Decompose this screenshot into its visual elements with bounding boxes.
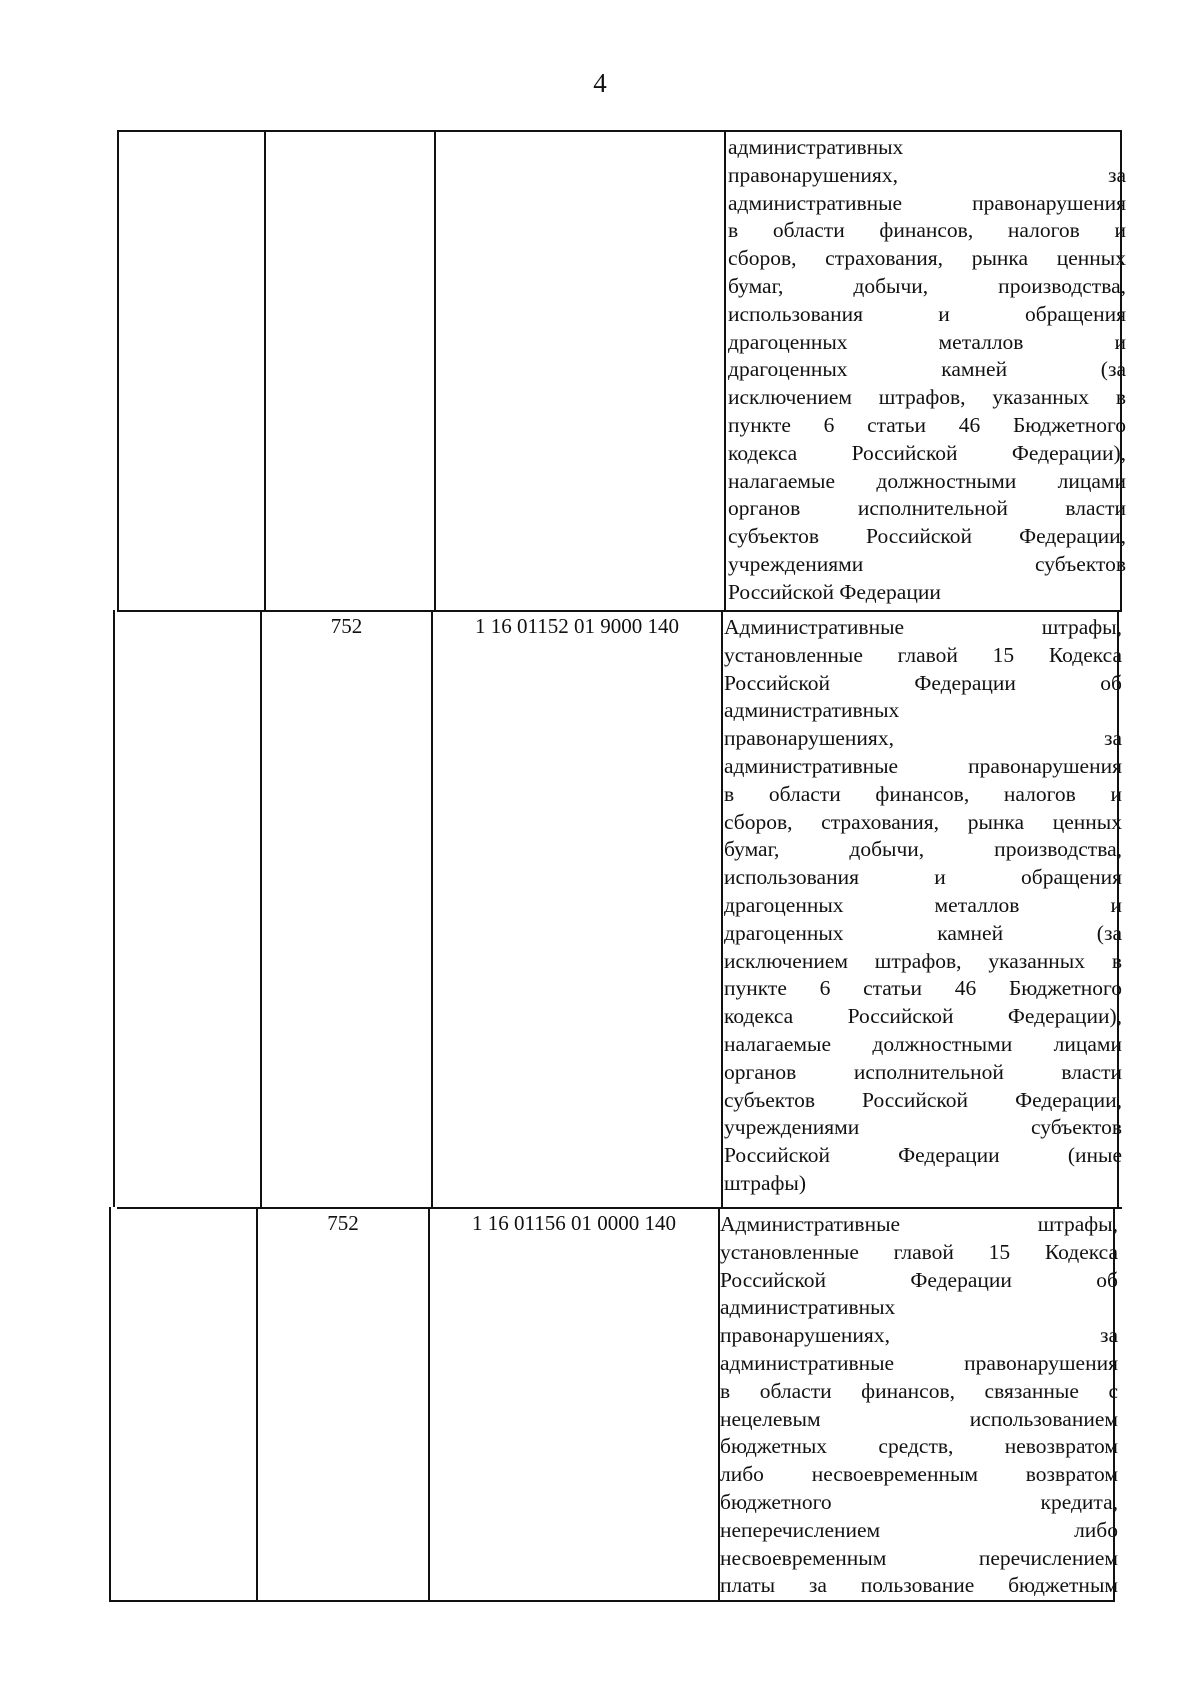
description-line: в области финансов, налогов и	[724, 781, 1122, 806]
description-line: сборов, страхования, рынка ценных	[724, 809, 1122, 834]
description-line: субъектов Российской Федерации,	[724, 1087, 1122, 1112]
description-line: платы за пользование бюджетным	[720, 1573, 1118, 1598]
description-line: бюджетного кредита,	[720, 1489, 1118, 1514]
description-line: бумаг, добычи, производства,	[724, 837, 1122, 862]
description-line: драгоценных камней (за	[724, 920, 1122, 945]
table-column-divider	[264, 130, 266, 610]
description-cell	[720, 1211, 1118, 1600]
description-line: бюджетных средств, невозвратом	[720, 1434, 1118, 1459]
description-line: исключением штрафов, указанных в	[728, 385, 1126, 410]
description-line: нецелевым использованием	[720, 1406, 1118, 1431]
table-column-divider	[431, 610, 433, 1207]
table-column-divider	[256, 1207, 258, 1602]
description-line: либо несвоевременным возвратом	[720, 1462, 1118, 1487]
table-column-divider	[721, 610, 723, 1207]
description-line: в области финансов, налогов и	[728, 218, 1126, 243]
description-line: драгоценных металлов и	[728, 329, 1126, 354]
admin-code-cell: 752	[327, 1211, 359, 1235]
description-line: драгоценных камней (за	[728, 357, 1126, 382]
budget-classification-code-cell: 1 16 01156 01 0000 140	[472, 1211, 676, 1235]
description-line: органов исполнительной власти	[724, 1059, 1122, 1084]
description-line: в области финансов, связанные с	[720, 1378, 1118, 1403]
description-line: правонарушениях, за	[720, 1323, 1118, 1348]
table-column-divider	[434, 130, 436, 610]
description-line: драгоценных металлов и	[724, 892, 1122, 917]
table-row-divider	[117, 610, 1122, 612]
description-line: сборов, страхования, рынка ценных	[728, 246, 1126, 271]
description-line: несвоевременным перечислением	[720, 1545, 1118, 1570]
description-cell	[728, 134, 1126, 607]
description-line: органов исполнительной власти	[728, 496, 1126, 521]
description-line: Административные штрафы,	[720, 1212, 1118, 1236]
description-line: правонарушениях, за	[728, 162, 1126, 187]
description-line: налагаемые должностными лицами	[728, 468, 1126, 493]
description-line: административные правонарушения	[728, 190, 1126, 215]
description-line: субъектов Российской Федерации,	[728, 524, 1126, 549]
description-line: правонарушениях, за	[724, 726, 1122, 751]
table-row-divider	[117, 1207, 1122, 1209]
description-line: использования и обращения	[728, 301, 1126, 326]
table-column-divider	[260, 610, 262, 1207]
description-line: учреждениями субъектов	[728, 551, 1126, 576]
description-line: кодекса Российской Федерации),	[728, 440, 1126, 465]
description-line: Российской Федерации (иные	[724, 1143, 1122, 1168]
budget-classification-code-cell: 1 16 01152 01 9000 140	[475, 614, 679, 638]
description-line: пункте 6 статьи 46 Бюджетного	[728, 412, 1126, 437]
description-line: использования и обращения	[724, 865, 1122, 890]
admin-code-cell: 752	[330, 614, 363, 638]
description-line: неперечислением либо	[720, 1517, 1118, 1542]
table-column-divider	[724, 130, 726, 610]
description-line: Российской Федерации	[728, 579, 941, 604]
table-column-divider	[428, 1207, 430, 1602]
description-line: исключением штрафов, указанных в	[724, 948, 1122, 973]
description-line: установленные главой 15 Кодекса	[724, 642, 1122, 667]
description-line: Административные штрафы,	[724, 615, 1122, 639]
description-line: налагаемые должностными лицами	[724, 1031, 1122, 1056]
description-line: кодекса Российской Федерации),	[724, 1004, 1122, 1029]
table-border-top	[117, 130, 1122, 132]
description-cell	[724, 614, 1122, 1198]
description-line: учреждениями субъектов	[724, 1115, 1122, 1140]
table-border-left	[117, 130, 119, 610]
description-line: административных	[728, 135, 904, 159]
description-line: административные правонарушения	[720, 1350, 1118, 1375]
description-line: пункте 6 статьи 46 Бюджетного	[724, 976, 1122, 1001]
description-line: бумаг, добычи, производства,	[728, 273, 1126, 298]
description-line: административных	[720, 1295, 896, 1320]
table-border-left	[113, 610, 115, 1207]
description-line: административные правонарушения	[724, 753, 1122, 778]
table-border-bottom	[109, 1600, 1113, 1602]
description-line: установленные главой 15 Кодекса	[720, 1239, 1118, 1264]
description-line: штрафы)	[724, 1170, 807, 1195]
table-border-left	[109, 1207, 111, 1602]
description-line: Российской Федерации об	[724, 670, 1122, 695]
description-line: административных	[724, 698, 900, 723]
page-number: 4	[593, 68, 607, 98]
description-line: Российской Федерации об	[720, 1267, 1118, 1292]
